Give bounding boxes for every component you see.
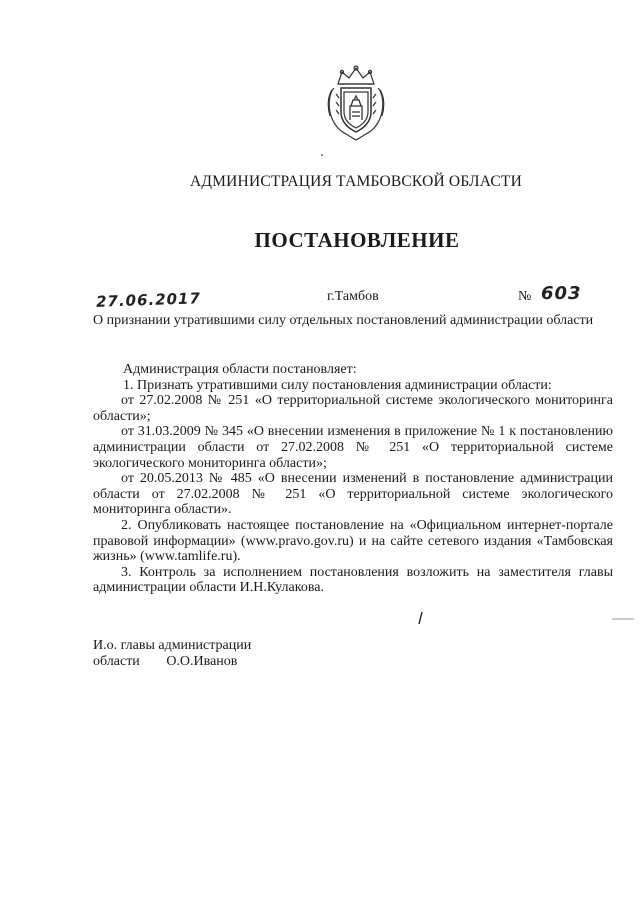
- coat-of-arms-icon: [324, 62, 388, 142]
- body-paragraph: Администрация области постановляет:: [123, 362, 357, 377]
- signatory-position-region: области: [93, 653, 140, 669]
- document-date: 27.06.2017: [95, 289, 202, 311]
- organization-name: АДМИНИСТРАЦИЯ ТАМБОВСКОЙ ОБЛАСТИ: [190, 173, 522, 190]
- scan-speck: [321, 154, 323, 156]
- scan-mark: [612, 617, 634, 621]
- body-paragraph: 3. Контроль за исполнением постановления возложить на заместителя главы администрации области И.Н.Кулакова.: [93, 564, 613, 596]
- signature-block: [93, 638, 251, 669]
- document-number-label: №: [518, 289, 532, 304]
- document-type-title: ПОСТАНОВЛЕНИЕ: [254, 228, 460, 252]
- pen-mark: [418, 612, 423, 624]
- signatory-position: И.о. главы администрации: [93, 638, 252, 653]
- body-paragraph: от 20.05.2013 № 485 «О внесении изменений в постановление администрации области от 27.02.2008 № 251 «О территориальной системе экологического мониторинга области».: [93, 471, 613, 518]
- body-paragraph: от 27.02.2008 № 251 «О территориальной системе экологического мониторинга области»;: [93, 393, 613, 424]
- document-number: 603: [541, 283, 582, 304]
- body-paragraph: от 31.03.2009 № 345 «О внесении изменения в приложение № 1 к постановлению администрации области от 27.02.2008 № 251 «О территориальной системе экологического мониторинга области»;: [93, 424, 613, 471]
- signatory-name: О.О.Иванов: [166, 653, 238, 669]
- body-paragraph: 2. Опубликовать настоящее постановление на «Официальном интернет-портале правовой информации» (www.pravo.gov.ru) и на сайте сетевого издания «Тамбовская жизнь» (www.tamlife.ru).: [93, 517, 613, 565]
- document-subject: О признании утратившими силу отдельных постановлений администрации области: [93, 313, 594, 328]
- body-paragraph: 1. Признать утратившими силу постановления администрации области:: [123, 377, 552, 393]
- document-city: г.Тамбов: [327, 289, 379, 304]
- document-body: [93, 362, 613, 596]
